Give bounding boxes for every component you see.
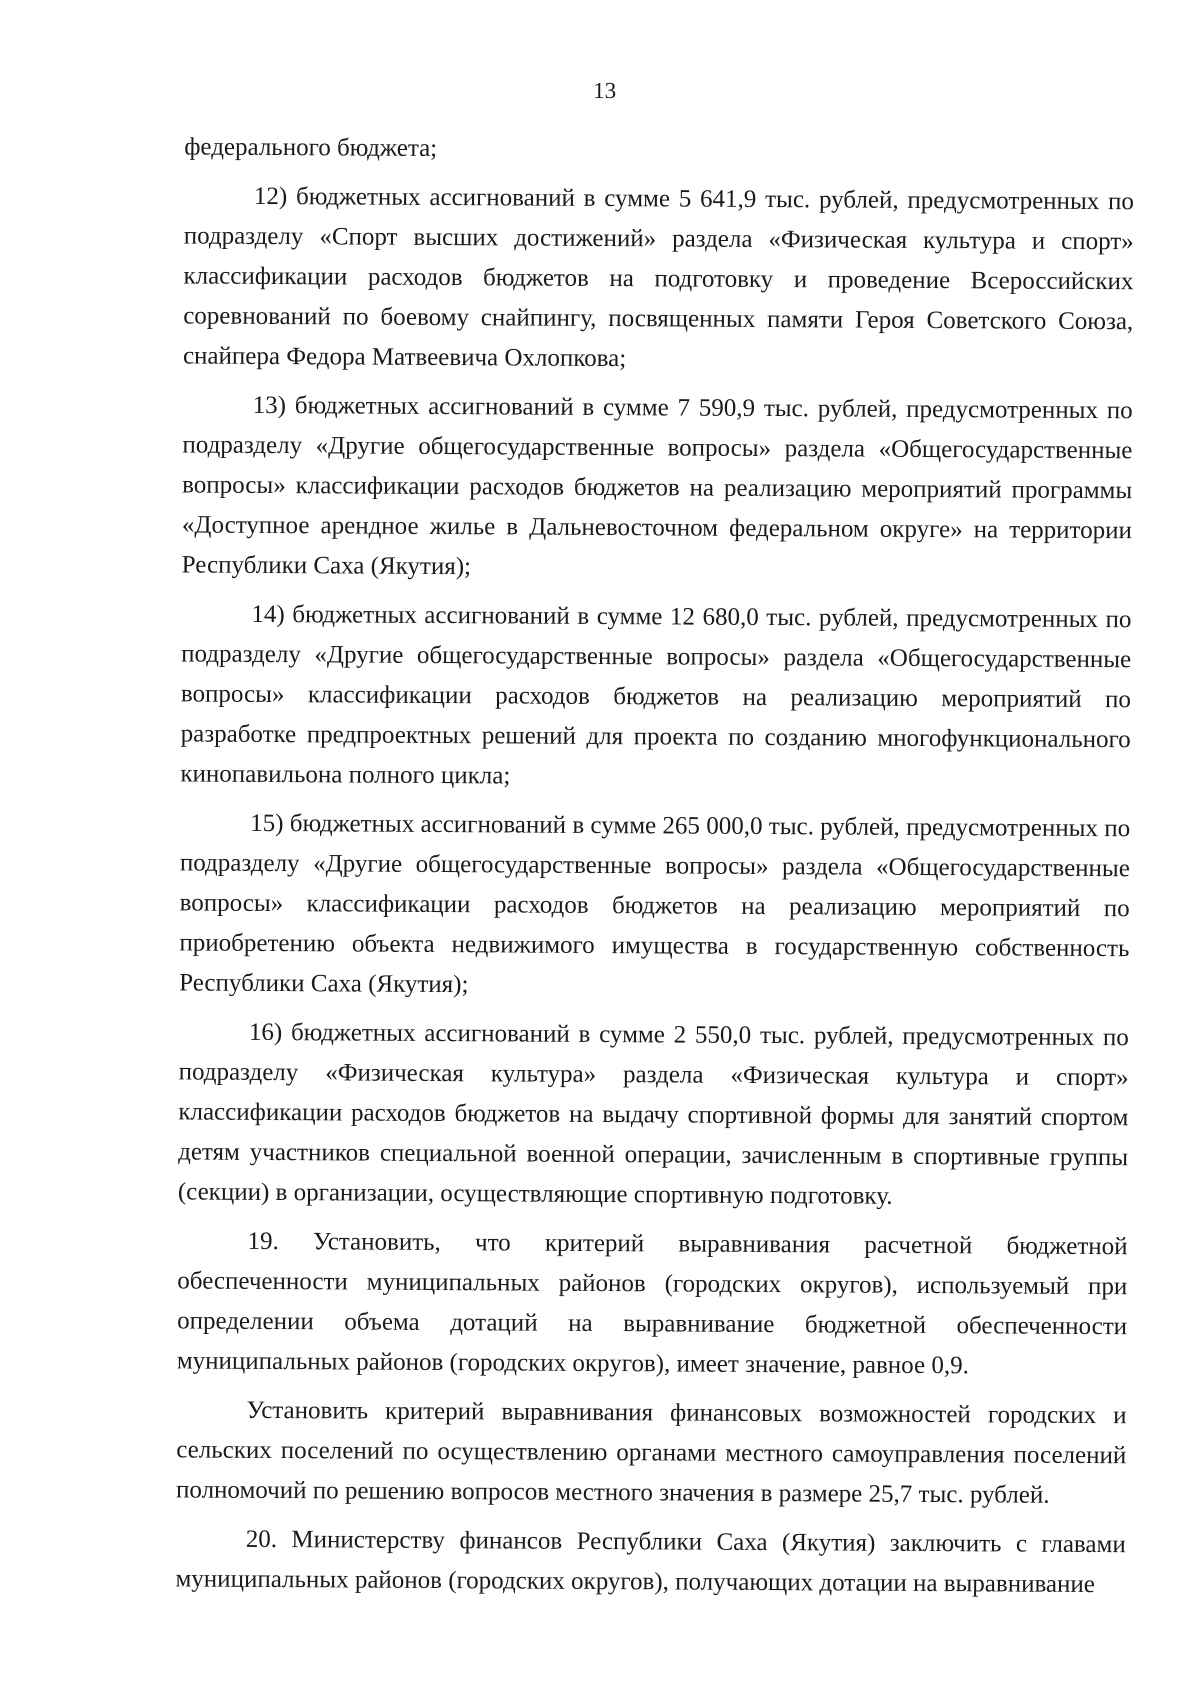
- paragraph-item-12: 12) бюджетных ассигнований в сумме 5 641,9 тыс. рублей, предусмотренных по подразделу «Спорт высших достижений» раздела «Физическая культура и спорт» классификации расходов бюджетов на подготовку и проведение Всероссийских соревнований по боевому снайпингу, посвященных памяти Героя Советского Союза, снайпера Федора Матвеевича Охлопкова;: [182, 182, 1135, 373]
- paragraph-item-14: 14) бюджетных ассигнований в сумме 12 680,0 тыс. рублей, предусмотренных по подразделу «Другие общегосударственные вопросы» раздела «Общегосударственные вопросы» классификации расходов бюджетов на реализацию мероприятий по разработке предпроектных решений для проекта по созданию многофункционального кинопавильона полного цикла;: [180, 600, 1132, 790]
- page-number: 13: [593, 77, 617, 104]
- paragraph-section-20: 20. Министерству финансов Республики Саха (Якутия) заключить с главами муниципальных районов (городских округов), получающих дотации на выравнивание: [175, 1525, 1126, 1599]
- document-body: [175, 127, 1134, 1614]
- paragraph-section-19-criterion: Установить критерий выравнивания финансовых возможностей городских и сельских поселений по осуществлению органами местного самоуправления поселений полномочий по решению вопросов местного значения в размере 25,7 тыс. рублей.: [175, 1396, 1127, 1509]
- paragraph-section-19: 19. Установить, что критерий выравнивания расчетной бюджетной обеспеченности муниципальных районов (городских округов), используемый при определении объема дотаций на выравнивание бюджетной обеспеченности муниципальных районов (городских округов), имеет значение, равное 0,9.: [176, 1227, 1128, 1380]
- paragraph-item-13: 13) бюджетных ассигнований в сумме 7 590,9 тыс. рублей, предусмотренных по подразделу «Другие общегосударственные вопросы» раздела «Общегосударственные вопросы» классификации расходов бюджетов на реализацию мероприятий программы «Доступное арендное жилье в Дальневосточном федеральном округе» на территории Республики Саха (Якутия);: [181, 391, 1133, 581]
- paragraph-federal-budget-end: федерального бюджета;: [184, 133, 438, 162]
- paragraph-item-15: 15) бюджетных ассигнований в сумме 265 000,0 тыс. рублей, предусмотренных по подразделу «Другие общегосударственные вопросы» раздела «Общегосударственные вопросы» классификации расходов бюджетов на реализацию мероприятий по приобретению объекта недвижимого имущества в государственную собственность Республики Саха (Якутия);: [179, 809, 1131, 999]
- paragraph-item-16: 16) бюджетных ассигнований в сумме 2 550,0 тыс. рублей, предусмотренных по подразделу «Физическая культура» раздела «Физическая культура и спорт» классификации расходов бюджетов на выдачу спортивной формы для занятий спортом детям участников специальной военной операции, зачисленным в спортивные группы (секции) в организации, осуществляющие спортивную подготовку.: [177, 1018, 1129, 1210]
